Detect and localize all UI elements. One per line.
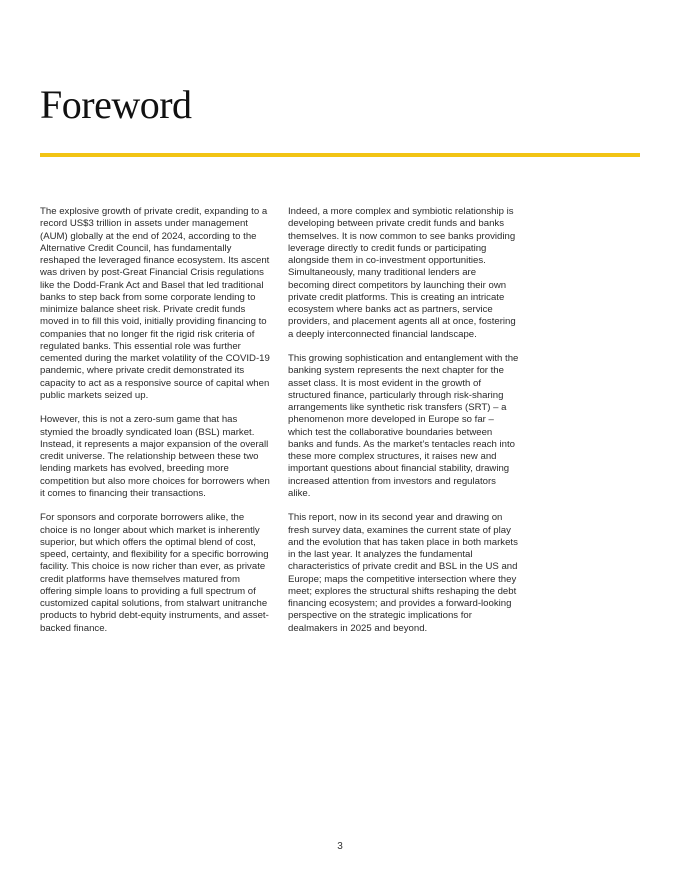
page-title: Foreword <box>40 82 192 127</box>
left-column <box>40 206 272 647</box>
paragraph: For sponsors and corporate borrowers alike, the choice is no longer about which market is inherently superior, but which offers the optimal blend of cost, speed, certainty, and flexibility for a specific borrowing facility. This choice is now richer than ever, as private credit platforms have themselves matured from offering simple loans to providing a full spectrum of customized capital solutions, from stalwart unitranche products to hybrid debt-equity instruments, and asset-backed finance. <box>40 512 269 634</box>
page-number: 3 <box>337 841 343 852</box>
title-divider <box>40 153 640 157</box>
right-column <box>288 206 520 647</box>
paragraph: However, this is not a zero-sum game that has stymied the broadly syndicated loan (BSL) market. Instead, it represents a major expansion of the overall credit universe. The relationship between these two lending markets has evolved, breeding more competition but also more choices for borrowers when it comes to financing their transactions. <box>40 414 270 499</box>
paragraph: This growing sophistication and entanglement with the banking system represents the next chapter for the asset class. It is most evident in the growth of structured finance, particularly through risk-sharing arrangements like synthetic risk transfers (SRT) – a phenomenon more developed in Europe so far – which test the collaborative boundaries between banks and funds. As the market’s tentacles reach into these more complex structures, it raises new and important questions about financial stability, drawing increased attention from investors and regulators alike. <box>288 353 519 499</box>
paragraph: Indeed, a more complex and symbiotic relationship is developing between private credit funds and banks themselves. It is now common to see banks providing leverage directly to credit funds or participating alongside them in co-investment opportunities. Simultaneously, many traditional lenders are becoming direct competitors by launching their own private credit platforms. This is creating an intricate ecosystem where banks act as partners, service providers, and placement agents all at once, fostering a deeply interconnected financial landscape. <box>288 206 516 340</box>
paragraph: This report, now in its second year and drawing on fresh survey data, examines the current state of play and the evolution that has taken place in both markets in the last year. It analyzes the fundamental characteristics of private credit and BSL in the US and Europe; maps the competitive intersection where they meet; explores the structural shifts reshaping the debt financing ecosystem; and provides a forward-looking perspective on the strategic implications for dealmakers in 2025 and beyond. <box>288 512 518 634</box>
paragraph: The explosive growth of private credit, expanding to a record US$3 trillion in assets under management (AUM) globally at the end of 2024, according to the Alternative Credit Council, has fundamentally reshaped the leveraged finance ecosystem. Its ascent was driven by post-Great Financial Crisis regulations like the Dodd-Frank Act and Basel that led traditional banks to step back from some corporate lending to minimize balance sheet risk. Private credit funds moved in to fill this void, initially providing financing to companies that no longer fit the rigid risk criteria of regulated banks. This essential role was further cemented during the market volatility of the COVID-19 pandemic, where private credit demonstrated its capacity to act as a responsive source of capital when public markets seized up. <box>40 206 270 401</box>
